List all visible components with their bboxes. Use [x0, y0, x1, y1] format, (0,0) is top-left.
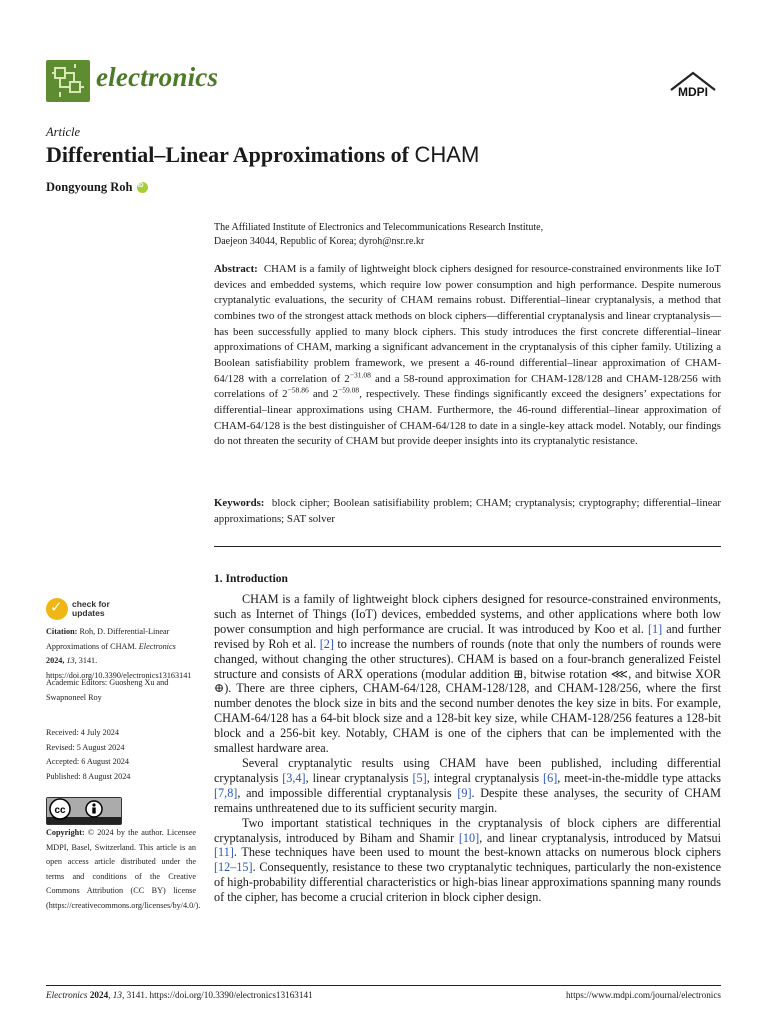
text: Several cryptanalytic results using CHAM have been published, including differential cryptanalysis — [214, 755, 721, 785]
exponent: −31.08 — [349, 370, 371, 379]
svg-text:cc: cc — [54, 805, 66, 816]
date-received: Received: 4 July 2024 — [46, 728, 119, 737]
footer-journal: Electronics — [46, 990, 88, 1000]
title-cipher: CHAM — [414, 142, 480, 167]
citation-label: Citation: — [46, 627, 78, 636]
paragraph — [214, 816, 721, 905]
publication-dates — [46, 726, 196, 784]
keywords-label: Keywords: — [214, 497, 265, 509]
check-updates-line: updates — [72, 608, 105, 618]
mdpi-logo-text: MDPI — [678, 85, 708, 99]
text: , and impossible differential cryptanalysis — [237, 785, 458, 800]
text: . These techniques have been used to mount the best-known attacks on numerous block ciphers — [233, 845, 721, 860]
text: and further revised by Roh et al. — [214, 621, 722, 651]
page-title — [46, 142, 479, 168]
citation-link[interactable]: [6] — [543, 770, 558, 785]
check-mark-icon — [46, 598, 68, 620]
keywords-text: block cipher; Boolean satisifiability problem; CHAM; cryptanalysis; cryptography; differential–linear approximations; SAT solver — [214, 497, 721, 525]
footer-journal-url-link[interactable]: https://www.mdpi.com/journal/electronics — [565, 990, 721, 1000]
citation-link[interactable]: [2] — [319, 636, 334, 651]
section-body — [214, 592, 721, 905]
text: Two important statistical techniques in the cryptanalysis of block ciphers are differential cryptanalysis, introduced by Biham and Shamir — [214, 815, 721, 845]
check-updates-line: check for — [72, 598, 110, 609]
footer-volume: , 13 — [108, 990, 122, 1000]
exponent: −58.86 — [287, 385, 309, 395]
abstract — [214, 262, 721, 450]
copyright-text: © 2024 by the author. Licensee MDPI, Basel, Switzerland. This article is an open access article distributed under the terms and conditions of the Creative Commons Attribution (CC BY) license (https://creativecommons.org/licenses/by/4.0/). — [46, 828, 201, 910]
citation-text: Roh, D. Differential-Linear Approximations of CHAM. — [46, 627, 170, 651]
title-main: Differential–Linear Approximations of — [46, 142, 415, 167]
abstract-text: and a 58-round approximation for CHAM-128/128 and CHAM-128/256 with correlations of 2 — [214, 372, 721, 401]
citation-journal: Electronics — [138, 641, 176, 651]
text: to increase the numbers of rounds (note that only the numbers of rounds were changed, without changing the other structures). CHAM is based on a four-branch generalized Feistel structure and consists of ARX operations (modular addition ⊞, bitwise rotation ⋘, and bitwise XOR ⊕). There are three ciphers, CHAM-64/128, CHAM-128/128, and CHAM-128/256, where the first number denotes the block size in bits and the second number denotes the key size in bits. For example, CHAM-64/128 has a 64-bit block size and a 128-bit key size, while CHAM-128/256 features a 128-bit block and a 256-bit key. Notably, CHAM is one of the ciphers that can be implemented with the smallest hardware area. — [214, 636, 721, 756]
abstract-text: and 2 — [308, 388, 338, 401]
paragraph — [214, 592, 721, 756]
footer-doi-link[interactable]: , 3141. https://doi.org/10.3390/electronics13163141 — [121, 990, 313, 1000]
footer-divider — [46, 985, 721, 986]
journal-logo-icon — [46, 60, 90, 102]
author — [46, 180, 148, 195]
citation-link[interactable]: [1] — [647, 621, 663, 636]
citation-link[interactable]: [11] — [214, 845, 234, 860]
mdpi-logo-icon[interactable] — [665, 70, 721, 100]
citation-link[interactable]: [5] — [412, 770, 427, 785]
date-published: Published: 8 August 2024 — [46, 771, 131, 781]
text: , linear cryptanalysis — [305, 770, 413, 785]
citation-link[interactable]: [12–15] — [214, 860, 253, 875]
journal-name[interactable]: electronics — [96, 62, 219, 92]
exponent: −59.08 — [337, 385, 360, 395]
text: CHAM is a family of lightweight block ciphers designed for resource-constrained environments, such as Internet of Things (IoT) devices, embedded systems, and other applications where both low power consumption and high performance are crucial. It was introduced by Koo et al. — [214, 592, 721, 636]
text: , meet-in-the-middle type attacks — [557, 770, 721, 785]
text: , integral cryptanalysis — [426, 770, 544, 785]
academic-editors: Academic Editors: Guosheng Xu and Swapnoneel Roy — [46, 678, 169, 702]
footer-year: 2024 — [87, 990, 109, 1000]
affiliation — [214, 221, 724, 248]
affiliation-line: Daejeon 34044, Republic of Korea; dyroh@nsr.re.kr — [214, 235, 425, 247]
author-name[interactable]: Dongyoung Roh — [46, 180, 133, 194]
cc-by-license-icon[interactable] — [46, 797, 122, 825]
keywords — [214, 496, 721, 527]
citation-link[interactable]: [3,4] — [282, 770, 306, 785]
date-revised: Revised: 5 August 2024 — [46, 742, 125, 752]
citation-doi-link[interactable]: , 3141. https://doi.org/10.3390/electronics13163141 — [46, 656, 192, 680]
citation-year: 2024, — [46, 656, 67, 666]
abstract-text: CHAM is a family of lightweight block ciphers designed for resource-constrained environments like IoT devices and embedded systems, which require low power consumption and high performance. Despite numerous cryptanalytic evaluations, the security of CHAM remains robust. Differential–linear cryptanalysis, a method that combines two of the strongest attack methods on block ciphers—differential cryptanalysis and linear cryptanalysis—has been successfully applied to many block ciphers. This study introduces the first concrete differential–linear approximations of CHAM, marking a significant advancement in the cryptanalysis of this cipher family. Utilizing a Boolean satisfiability problem framework, we present a 46-round differential–linear approximation of CHAM-64/128 with a correlation of 2 — [214, 263, 722, 385]
footer-citation — [46, 990, 313, 1000]
date-accepted: Accepted: 6 August 2024 — [46, 757, 129, 767]
copyright-label: Copyright: — [46, 828, 85, 837]
citation-volume: 13 — [66, 656, 75, 666]
orcid-icon[interactable] — [137, 182, 148, 193]
paragraph — [214, 756, 721, 816]
divider — [214, 546, 721, 547]
citation-link[interactable]: [7,8] — [214, 785, 238, 800]
text: , and linear cryptanalysis, introduced by Matsui — [479, 830, 721, 845]
citation-block — [46, 625, 196, 683]
text: . Consequently, resistance to these two cryptanalytic techniques, particularly the non-existence of high-probability differential characteristics or high-bias linear approximations spanning many rounds of the cipher, has become a crucial criterion in block cipher design. — [214, 860, 721, 905]
article-type: Article — [46, 125, 81, 139]
citation-link[interactable]: [10] — [458, 830, 480, 845]
text: . Despite these analyses, the security of CHAM remains unthreatened due to its sufficient security margin. — [214, 785, 721, 815]
abstract-label: Abstract: — [214, 263, 258, 275]
citation-link[interactable]: [9] — [457, 785, 472, 800]
check-for-updates-button[interactable] — [46, 598, 110, 620]
affiliation-line: The Affiliated Institute of Electronics and Telecommunications Research Institute, — [214, 222, 544, 233]
abstract-text: , respectively. These findings significantly exceed the designers’ expectations for differential–linear approximations using CHAM. Furthermore, the 46-round differential–linear approximation of CHAM-64/128 is the best distinguisher of CHAM-64/128 to date in a single-key attack model. Notably, our findings do not threaten the security of CHAM but provide deeper insights into its cryptanalytic resistance. — [214, 388, 721, 448]
section-heading: 1. Introduction — [214, 573, 288, 585]
copyright-block — [46, 826, 201, 914]
